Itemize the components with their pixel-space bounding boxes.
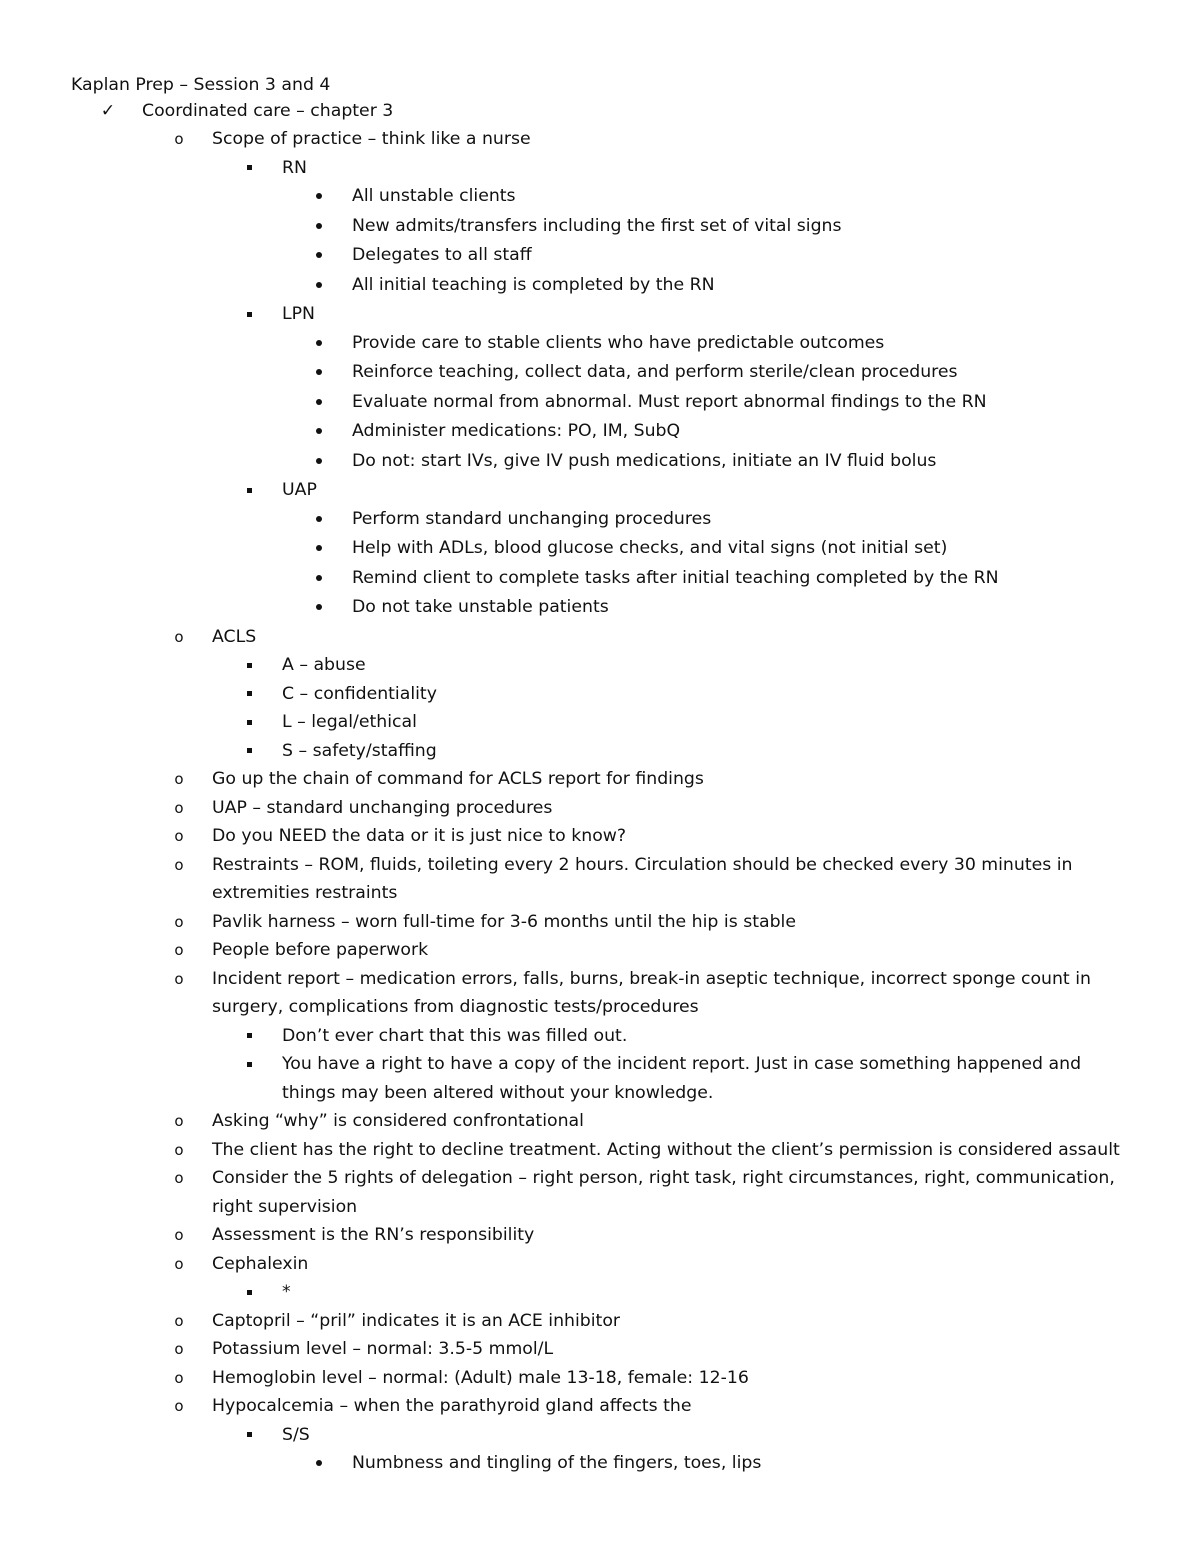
circle-bullet-icon: o xyxy=(174,969,184,988)
outline-item-text: Pavlik harness – worn full-time for 3-6 months until the hip is stable xyxy=(212,911,796,932)
outline-item-text: Restraints – ROM, fluids, toileting every 2 hours. Circulation should be checked every 30 minutes in xyxy=(212,854,1073,875)
outline-item-text: All initial teaching is completed by the RN xyxy=(352,274,715,295)
circle-bullet-icon: o xyxy=(174,912,184,931)
square-bullet-icon xyxy=(241,476,257,505)
square-bullet-icon xyxy=(241,1022,257,1051)
circle-bullet-icon: o xyxy=(174,941,184,959)
outline-item-text: Assessment is the RN’s responsibility xyxy=(212,1225,535,1245)
round-bullet-icon xyxy=(311,593,327,623)
outline-item-text: things may been altered without your knowledge. xyxy=(282,1082,714,1103)
square-bullet-icon xyxy=(241,651,257,680)
circle-bullet-icon: o xyxy=(174,1226,184,1244)
round-bullet-icon xyxy=(311,212,327,242)
round-bullet-icon xyxy=(311,417,327,447)
circle-bullet-icon: o xyxy=(174,798,184,817)
outline-item-text: New admits/transfers including the first set of vital signs xyxy=(352,215,842,236)
circle-bullet-icon: o xyxy=(174,770,184,788)
circle-bullet-icon: o xyxy=(174,627,184,646)
circle-bullet-icon: o xyxy=(174,1311,184,1330)
square-bullet-icon xyxy=(241,708,257,737)
outline-item-text: Remind client to complete tasks after initial teaching completed by the RN xyxy=(352,567,999,588)
outline-item-text: Captopril – “pril” indicates it is an ACE inhibitor xyxy=(212,1310,621,1331)
outline-item-text: LPN xyxy=(282,304,315,324)
outline-item-text: UAP – standard unchanging procedures xyxy=(212,797,553,818)
outline-item-text: S/S xyxy=(282,1424,310,1445)
circle-bullet-icon: o xyxy=(174,1368,184,1387)
circle-bullet-icon: o xyxy=(174,855,184,874)
square-bullet-icon xyxy=(241,1421,257,1450)
outline-item-text: UAP xyxy=(282,480,317,500)
circle-bullet-icon: o xyxy=(174,1397,184,1415)
outline-item-text: RN xyxy=(282,157,307,178)
outline-item-text: Help with ADLs, blood glucose checks, and vital signs (not initial set) xyxy=(352,538,948,558)
outline-item-text: The client has the right to decline treatment. Acting without the client’s permission is considered assault xyxy=(212,1139,1120,1160)
outline-item-text: L – legal/ethical xyxy=(282,712,417,732)
outline-item-text: extremities restraints xyxy=(212,883,398,903)
circle-bullet-icon: o xyxy=(174,130,184,148)
circle-bullet-icon: o xyxy=(174,1254,184,1273)
outline-item-text: Do not take unstable patients xyxy=(352,597,609,617)
outline-item-text: ACLS xyxy=(212,626,257,647)
outline-item-text: Incident report – medication errors, falls, burns, break-in aseptic technique, incorrect sponge count in xyxy=(212,968,1091,989)
square-bullet-icon xyxy=(241,680,257,709)
outline-item-text: * xyxy=(282,1282,291,1302)
circle-bullet-icon: o xyxy=(174,827,184,845)
round-bullet-icon xyxy=(311,182,327,212)
circle-bullet-icon: o xyxy=(174,1340,184,1358)
round-bullet-icon xyxy=(311,329,327,359)
outline-item-text: A – abuse xyxy=(282,655,366,675)
outline-item-text: People before paperwork xyxy=(212,940,429,960)
outline-item-text: Delegates to all staff xyxy=(352,245,532,265)
outline-item-text: All unstable clients xyxy=(352,186,516,206)
outline-item-text: surgery, complications from diagnostic tests/procedures xyxy=(212,997,699,1017)
circle-bullet-icon: o xyxy=(174,1169,184,1187)
circle-bullet-icon: o xyxy=(174,1112,184,1130)
outline-item-text: Do not: start IVs, give IV push medications, initiate an IV fluid bolus xyxy=(352,450,937,471)
outline-item-text: Cephalexin xyxy=(212,1253,309,1274)
round-bullet-icon xyxy=(311,241,327,271)
outline-item-text: Administer medications: PO, IM, SubQ xyxy=(352,421,681,441)
square-bullet-icon xyxy=(241,737,257,766)
checkmark-icon: ✓ xyxy=(100,101,116,121)
outline-item-text: Go up the chain of command for ACLS report for findings xyxy=(212,769,704,789)
outline-item-text: Coordinated care – chapter 3 xyxy=(142,101,394,121)
outline-item-text: Don’t ever chart that this was filled out. xyxy=(282,1025,628,1046)
outline-item-text: Do you NEED the data or it is just nice to know? xyxy=(212,826,627,846)
round-bullet-icon xyxy=(311,447,327,477)
outline-item-text: S – safety/staffing xyxy=(282,740,437,761)
round-bullet-icon xyxy=(311,1449,327,1479)
outline-item-text: Provide care to stable clients who have predictable outcomes xyxy=(352,332,885,353)
outline-item-text: Reinforce teaching, collect data, and perform sterile/clean procedures xyxy=(352,362,958,382)
outline-item-text: Evaluate normal from abnormal. Must report abnormal findings to the RN xyxy=(352,391,987,412)
round-bullet-icon xyxy=(311,388,327,418)
circle-bullet-icon: o xyxy=(174,1140,184,1159)
outline-item-text: right supervision xyxy=(212,1196,358,1217)
outline-item-text: Consider the 5 rights of delegation – right person, right task, right circumstances, right, communication, xyxy=(212,1168,1115,1188)
square-bullet-icon xyxy=(241,1050,257,1079)
outline-item-text: Potassium level – normal: 3.5-5 mmol/L xyxy=(212,1339,554,1359)
outline-item-text: Scope of practice – think like a nurse xyxy=(212,129,531,149)
round-bullet-icon xyxy=(311,564,327,594)
square-bullet-icon xyxy=(241,1278,257,1307)
square-bullet-icon xyxy=(241,300,257,329)
round-bullet-icon xyxy=(311,534,327,564)
outline-item-text: Hypocalcemia – when the parathyroid gland affects the xyxy=(212,1396,692,1416)
round-bullet-icon xyxy=(311,358,327,388)
round-bullet-icon xyxy=(311,505,327,535)
outline-item-text: Hemoglobin level – normal: (Adult) male 13-18, female: 12-16 xyxy=(212,1367,749,1388)
outline-item-text: You have a right to have a copy of the incident report. Just in case something happened and xyxy=(282,1054,1082,1074)
round-bullet-icon xyxy=(311,271,327,301)
outline-item-text: Asking “why” is considered confrontational xyxy=(212,1111,584,1131)
outline-item-text: Numbness and tingling of the fingers, toes, lips xyxy=(352,1453,762,1473)
square-bullet-icon xyxy=(241,154,257,183)
document-title: Kaplan Prep – Session 3 and 4 xyxy=(71,75,331,95)
outline-item-text: C – confidentiality xyxy=(282,683,437,704)
outline-item-text: Perform standard unchanging procedures xyxy=(352,508,712,529)
